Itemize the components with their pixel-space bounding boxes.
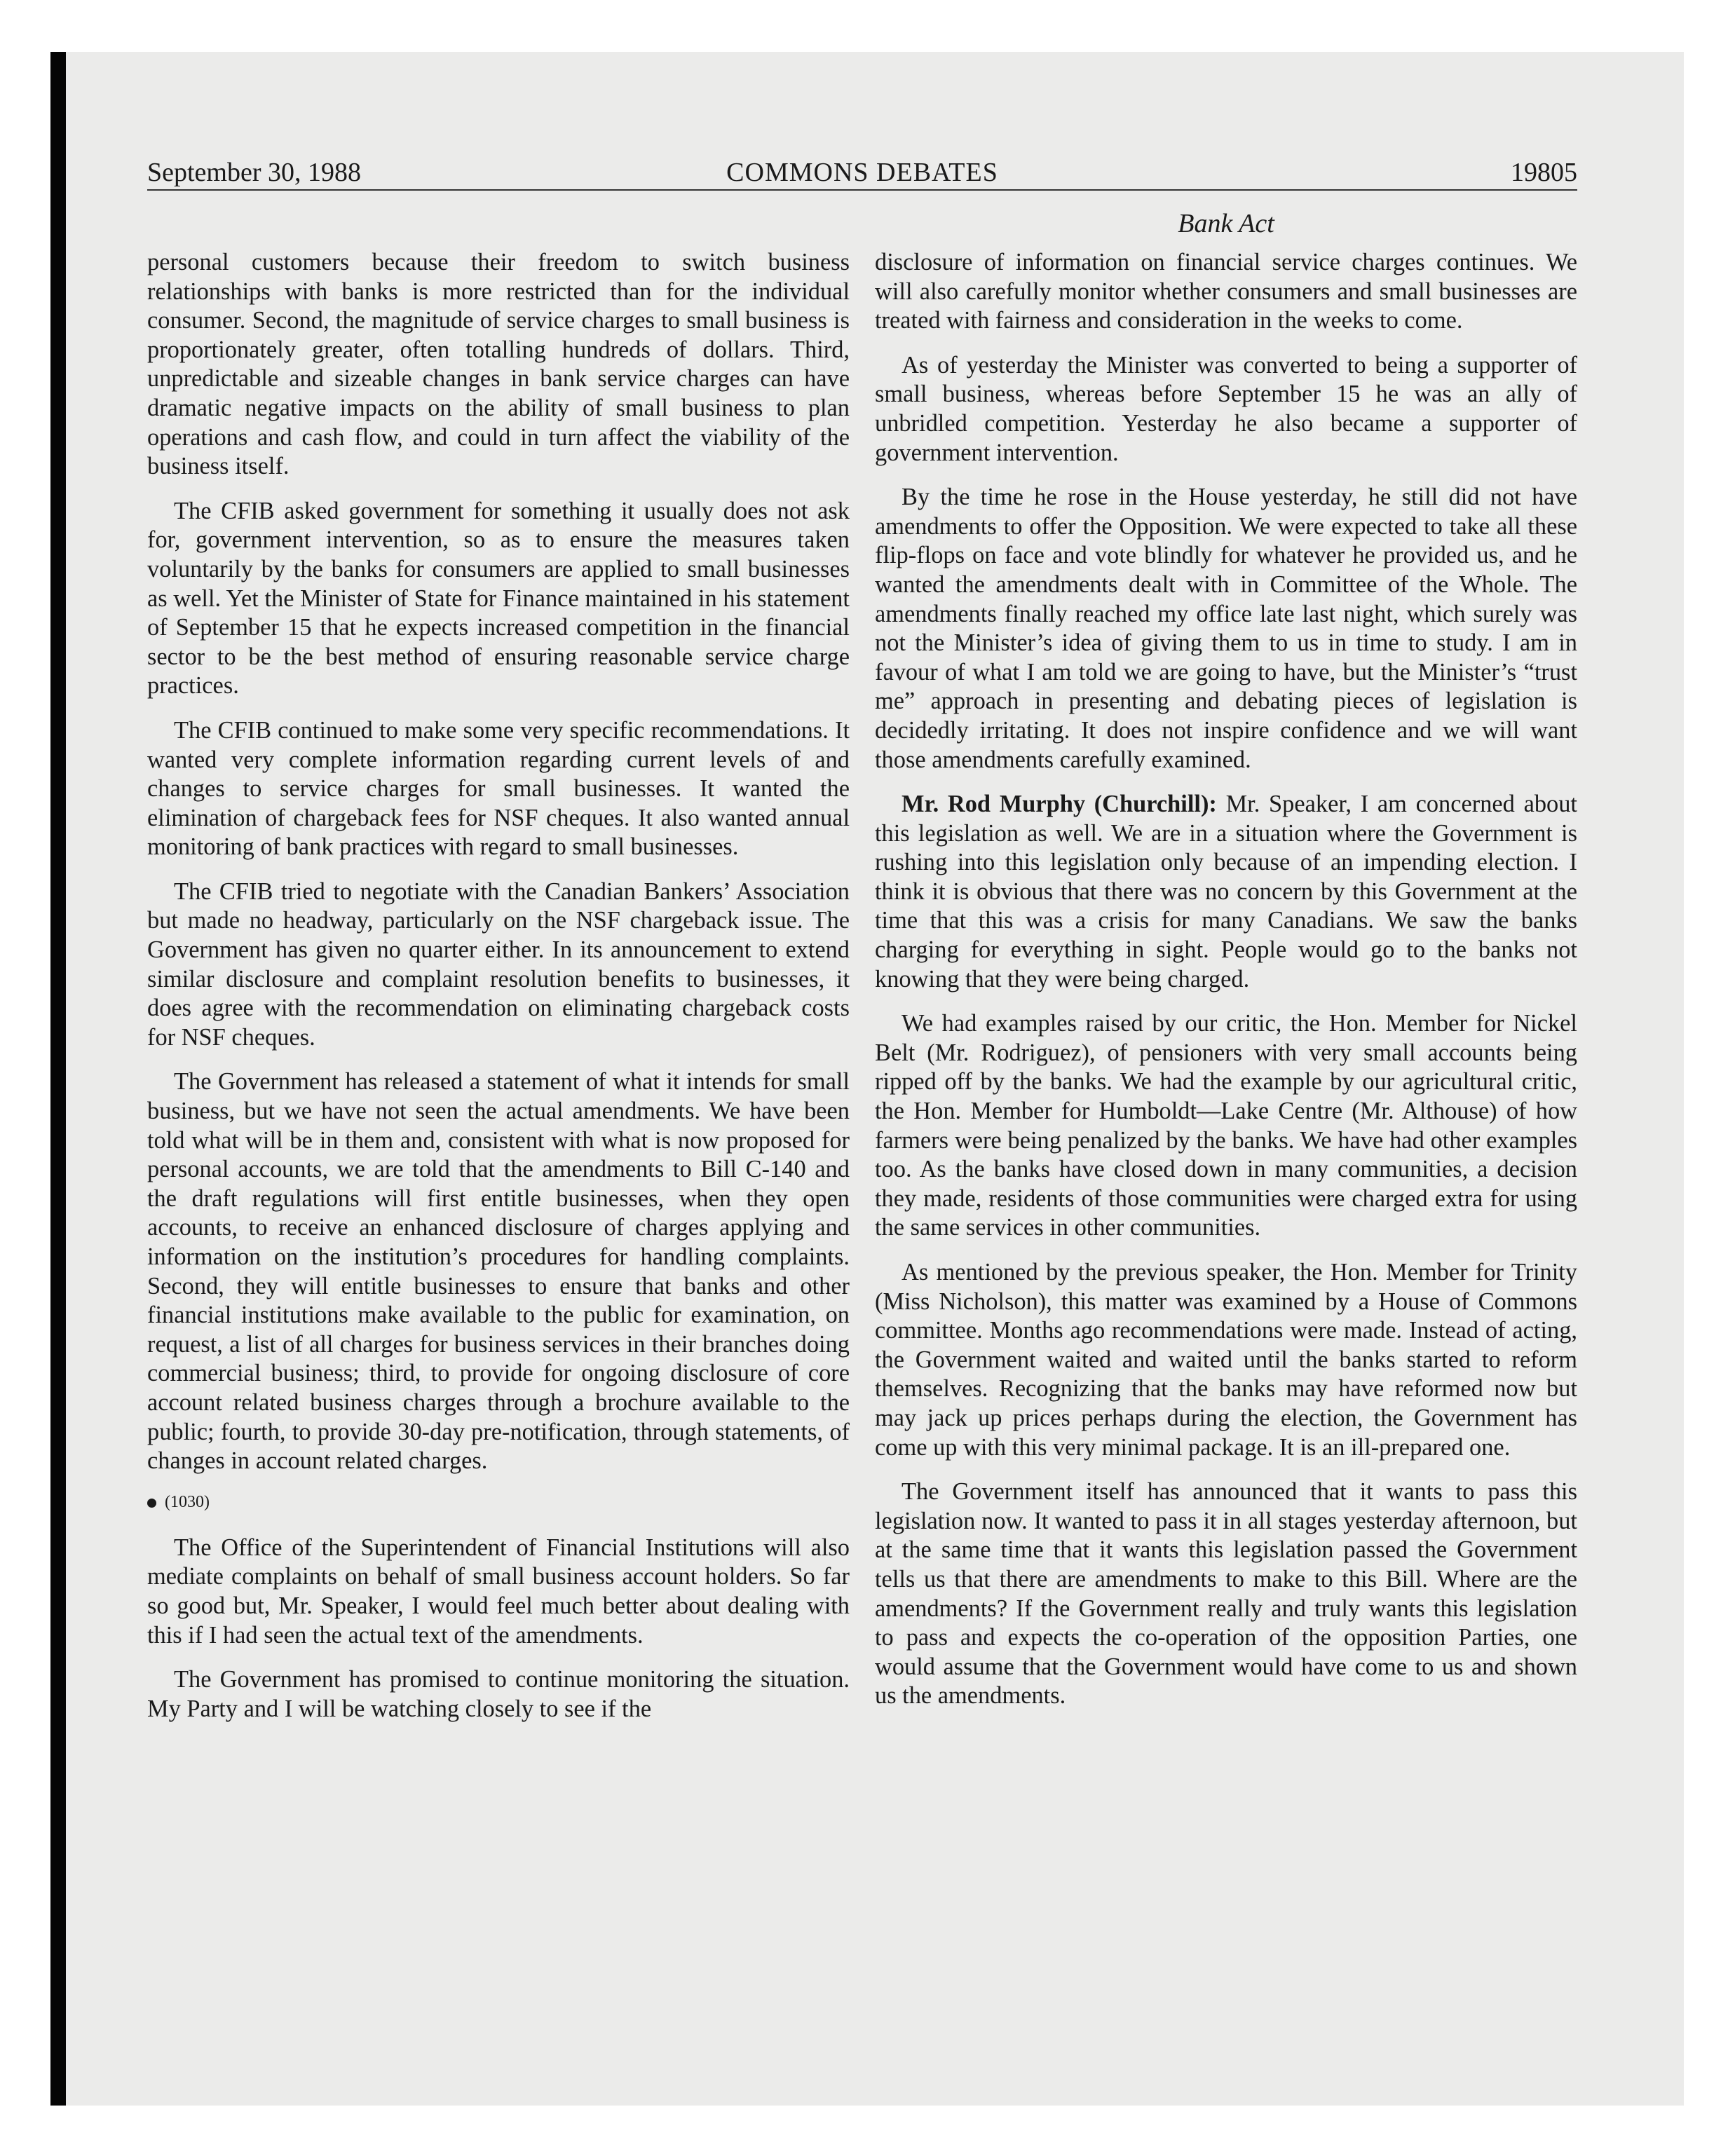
speech-text: Mr. Speaker, I am concerned about this legislation as well. We are in a situation where the Government is rushing into this legislation only because of an impending election. I think it is obvious that there was no concern by this Government at the time that this was a crisis for many Canadians. We saw the banks charging for everything in sight. People would go to the banks not knowing that they were being charged. bbox=[875, 791, 1577, 992]
scan-binding-edge bbox=[50, 52, 66, 2106]
paragraph: The CFIB tried to negotiate with the Canadian Bankers’ Association but made no headway, particularly on the NSF chargeback issue. The Government has given no quarter either. In its announcement to extend similar disclosure and complaint resolution benefits to businesses, it does agree with the recommendation on eliminating chargeback costs for NSF cheques. bbox=[147, 878, 850, 1051]
speech-paragraph bbox=[875, 790, 1577, 994]
time-marker bbox=[147, 1492, 850, 1513]
paragraph: disclosure of information on financial service charges continues. We will also carefully monitor whether consumers and small businesses are treated with fairness and consideration in the weeks to come. bbox=[875, 249, 1577, 334]
left-column bbox=[147, 248, 850, 1739]
paragraph: The Government itself has announced that it wants to pass this legislation now. It wanted to pass it in all stages yesterday afternoon, but at the same time that it wants this legislation passed the Government tells us that there are amendments to make to this Bill. Where are the amendments? If the Government really and truly wants this legislation to pass and expects the co-operation of the opposition Parties, one would assume that the Government would have come to us and shown us the amendments. bbox=[875, 1478, 1577, 1710]
header-publication: COMMONS DEBATES bbox=[726, 158, 998, 187]
section-title: Bank Act bbox=[1178, 209, 1274, 238]
paragraph: The Government has promised to continue monitoring the situation. My Party and I will be watching closely to see if the bbox=[147, 1666, 850, 1722]
paragraph: As mentioned by the previous speaker, the Hon. Member for Trinity (Miss Nicholson), this matter was examined by a House of Commons committee. Months ago recommendations were made. Instead of acting, the Government waited and waited until the banks started to reform themselves. Recognizing that the banks may have reformed now but may jack up prices perhaps during the election, the Government has come up with this very minimal package. It is an ill-prepared one. bbox=[875, 1259, 1577, 1461]
paragraph: The Government has released a statement of what it intends for small business, but we have not seen the actual amendments. We have been told what will be in them and, consistent with what is now proposed for personal accounts, we are told that the amendments to Bill C-140 and the draft regulations will first entitle businesses, when they open accounts, to receive an enhanced disclosure of charges applying and information on the institution’s procedures for handling complaints. Second, they will entitle businesses to ensure that banks and other financial institutions make available to the public for examination, on request, a list of all charges for business services in their branches doing commercial business; third, to provide for ongoing disclosure of core account related business charges through a brochure available to the public; fourth, to provide 30-day pre-notification, through statements, of changes in account related charges. bbox=[147, 1068, 850, 1475]
right-column bbox=[875, 248, 1577, 1726]
paragraph: The CFIB continued to make some very specific recommendations. It wanted very complete information regarding current levels of and changes to service charges for small businesses. It wanted the elimination of chargeback fees for NSF cheques. It also wanted annual monitoring of bank practices with regard to small businesses. bbox=[147, 716, 850, 861]
header-date: September 30, 1988 bbox=[147, 158, 362, 187]
running-header bbox=[147, 157, 1577, 191]
speaker-name: Mr. Rod Murphy (Churchill): bbox=[901, 791, 1217, 818]
bullet-icon bbox=[147, 1499, 156, 1508]
time-marker-label: (1030) bbox=[165, 1492, 210, 1511]
paragraph: The Office of the Superintendent of Financial Institutions will also mediate complaints on behalf of small business account holders. So far so good but, Mr. Speaker, I would feel much better about dealing with this if I had seen the actual text of the amendments. bbox=[147, 1534, 850, 1649]
header-page-number: 19805 bbox=[1511, 158, 1577, 187]
paragraph: We had examples raised by our critic, the Hon. Member for Nickel Belt (Mr. Rodriguez), of pensioners with very small accounts being ripped off by the banks. We had the example by our agricultural critic, the Hon. Member for Humboldt—Lake Centre (Mr. Althouse) of how farmers were being penalized by the banks. We have had other examples too. As the banks have closed down in many communities, a decision they made, residents of those communities were charged extra for using the same services in other communities. bbox=[875, 1010, 1577, 1241]
paragraph: personal customers because their freedom to switch business relationships with banks is more restricted than for the individual consumer. Second, the magnitude of service charges to small business is proportionately greater, often totalling hundreds of dollars. Third, unpredictable and sizeable changes in bank service charges can have dramatic negative impacts on the ability of small business to plan operations and cash flow, and could in turn affect the viability of the business itself. bbox=[147, 249, 850, 480]
paragraph: By the time he rose in the House yesterday, he still did not have amendments to offer the Opposition. We were expected to take all these flip-flops on face and vote blindly for whatever he provided us, and he wanted the amendments dealt with in Committee of the Whole. The amendments finally reached my office late last night, which surely was not the Minister’s idea of giving them to us in time to study. I am in favour of what I am told we are going to have, but the Minister’s “trust me” approach in presenting and debating pieces of legislation is decidedly irritating. It does not inspire confidence and we will want those amendments carefully examined. bbox=[875, 484, 1577, 773]
paragraph: The CFIB asked government for something it usually does not ask for, government intervention, so as to ensure the measures taken voluntarily by the banks for consumers are applied to small businesses as well. Yet the Minister of State for Finance maintained in his statement of September 15 that he expects increased competition in the financial sector to be the best method of ensuring reasonable service charge practices. bbox=[147, 497, 850, 700]
paragraph: As of yesterday the Minister was converted to being a supporter of small business, whereas before September 15 he was an ally of unbridled competition. Yesterday he also became a supporter of government intervention. bbox=[875, 351, 1577, 466]
